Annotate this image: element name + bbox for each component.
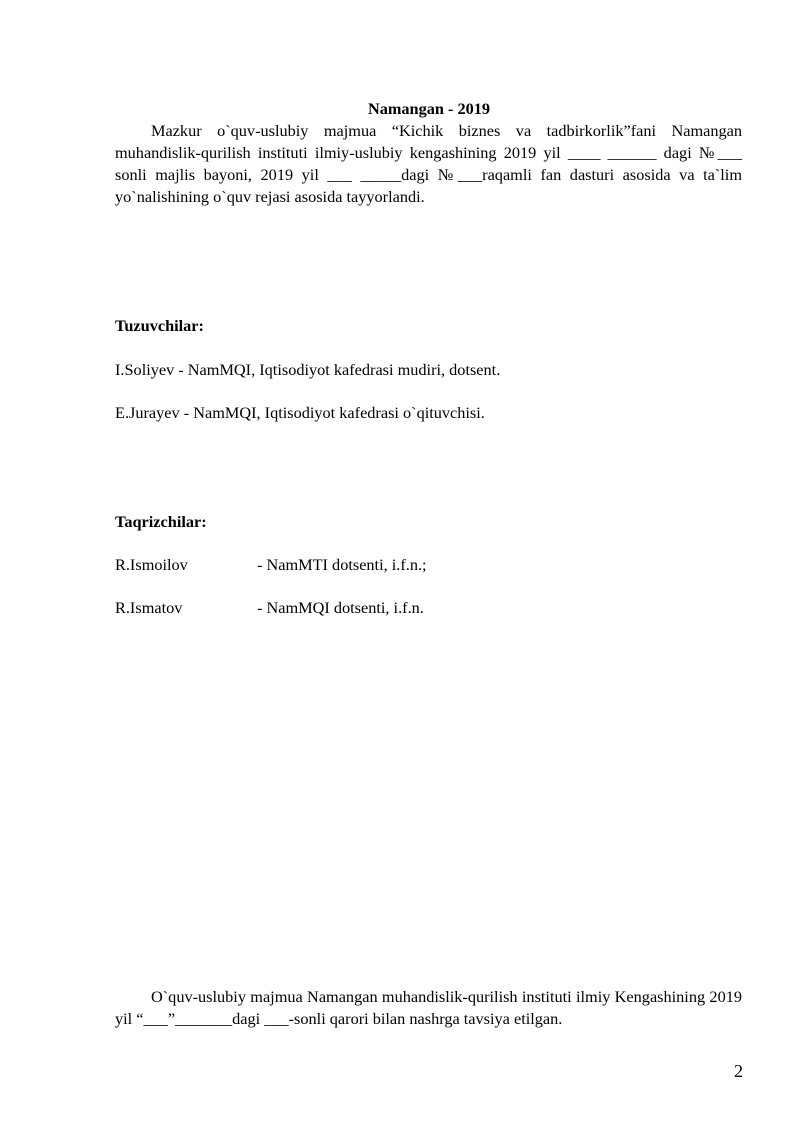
approval-paragraph: O`quv-uslubiy majmua Namangan muhandislik-qurilish instituti ilmiy Kengashining 2019 yil “___”_______dagi ___-sonli qarori bilan nashrga tavsiya etilgan. xyxy=(115,987,742,1028)
authors-heading: Tuzuvchilar: xyxy=(115,316,204,335)
reviewer-name: R.Ismatov xyxy=(115,598,183,617)
reviewers-heading: Taqrizchilar: xyxy=(115,512,207,531)
author-item: E.Jurayev - NamMQI, Iqtisodiyot kafedrasi o`qituvchisi. xyxy=(115,403,485,422)
reviewer-name: R.Ismoilov xyxy=(115,555,188,574)
intro-paragraph: Mazkur o`quv-uslubiy majmua “Kichik biznes va tadbirkorlik”fani Namangan muhandislik-qurilish instituti ilmiy-uslubiy kengashining 2019 yil ____ ______ dagi №___ sonli majlis bayoni, 2019 yil ___ _____dagi №___raqamli fan dasturi asosida va ta`lim yo`nalishining o`quv rejasi asosida tayyorlandi. xyxy=(115,121,742,206)
page-number: 2 xyxy=(734,1061,743,1081)
author-item: I.Soliyev - NamMQI, Iqtisodiyot kafedrasi mudiri, dotsent. xyxy=(115,360,501,379)
reviewer-info: - NamMTI dotsenti, i.f.n.; xyxy=(257,555,427,574)
document-title: Namangan - 2019 xyxy=(367,99,491,118)
reviewer-info: - NamMQI dotsenti, i.f.n. xyxy=(257,598,424,617)
